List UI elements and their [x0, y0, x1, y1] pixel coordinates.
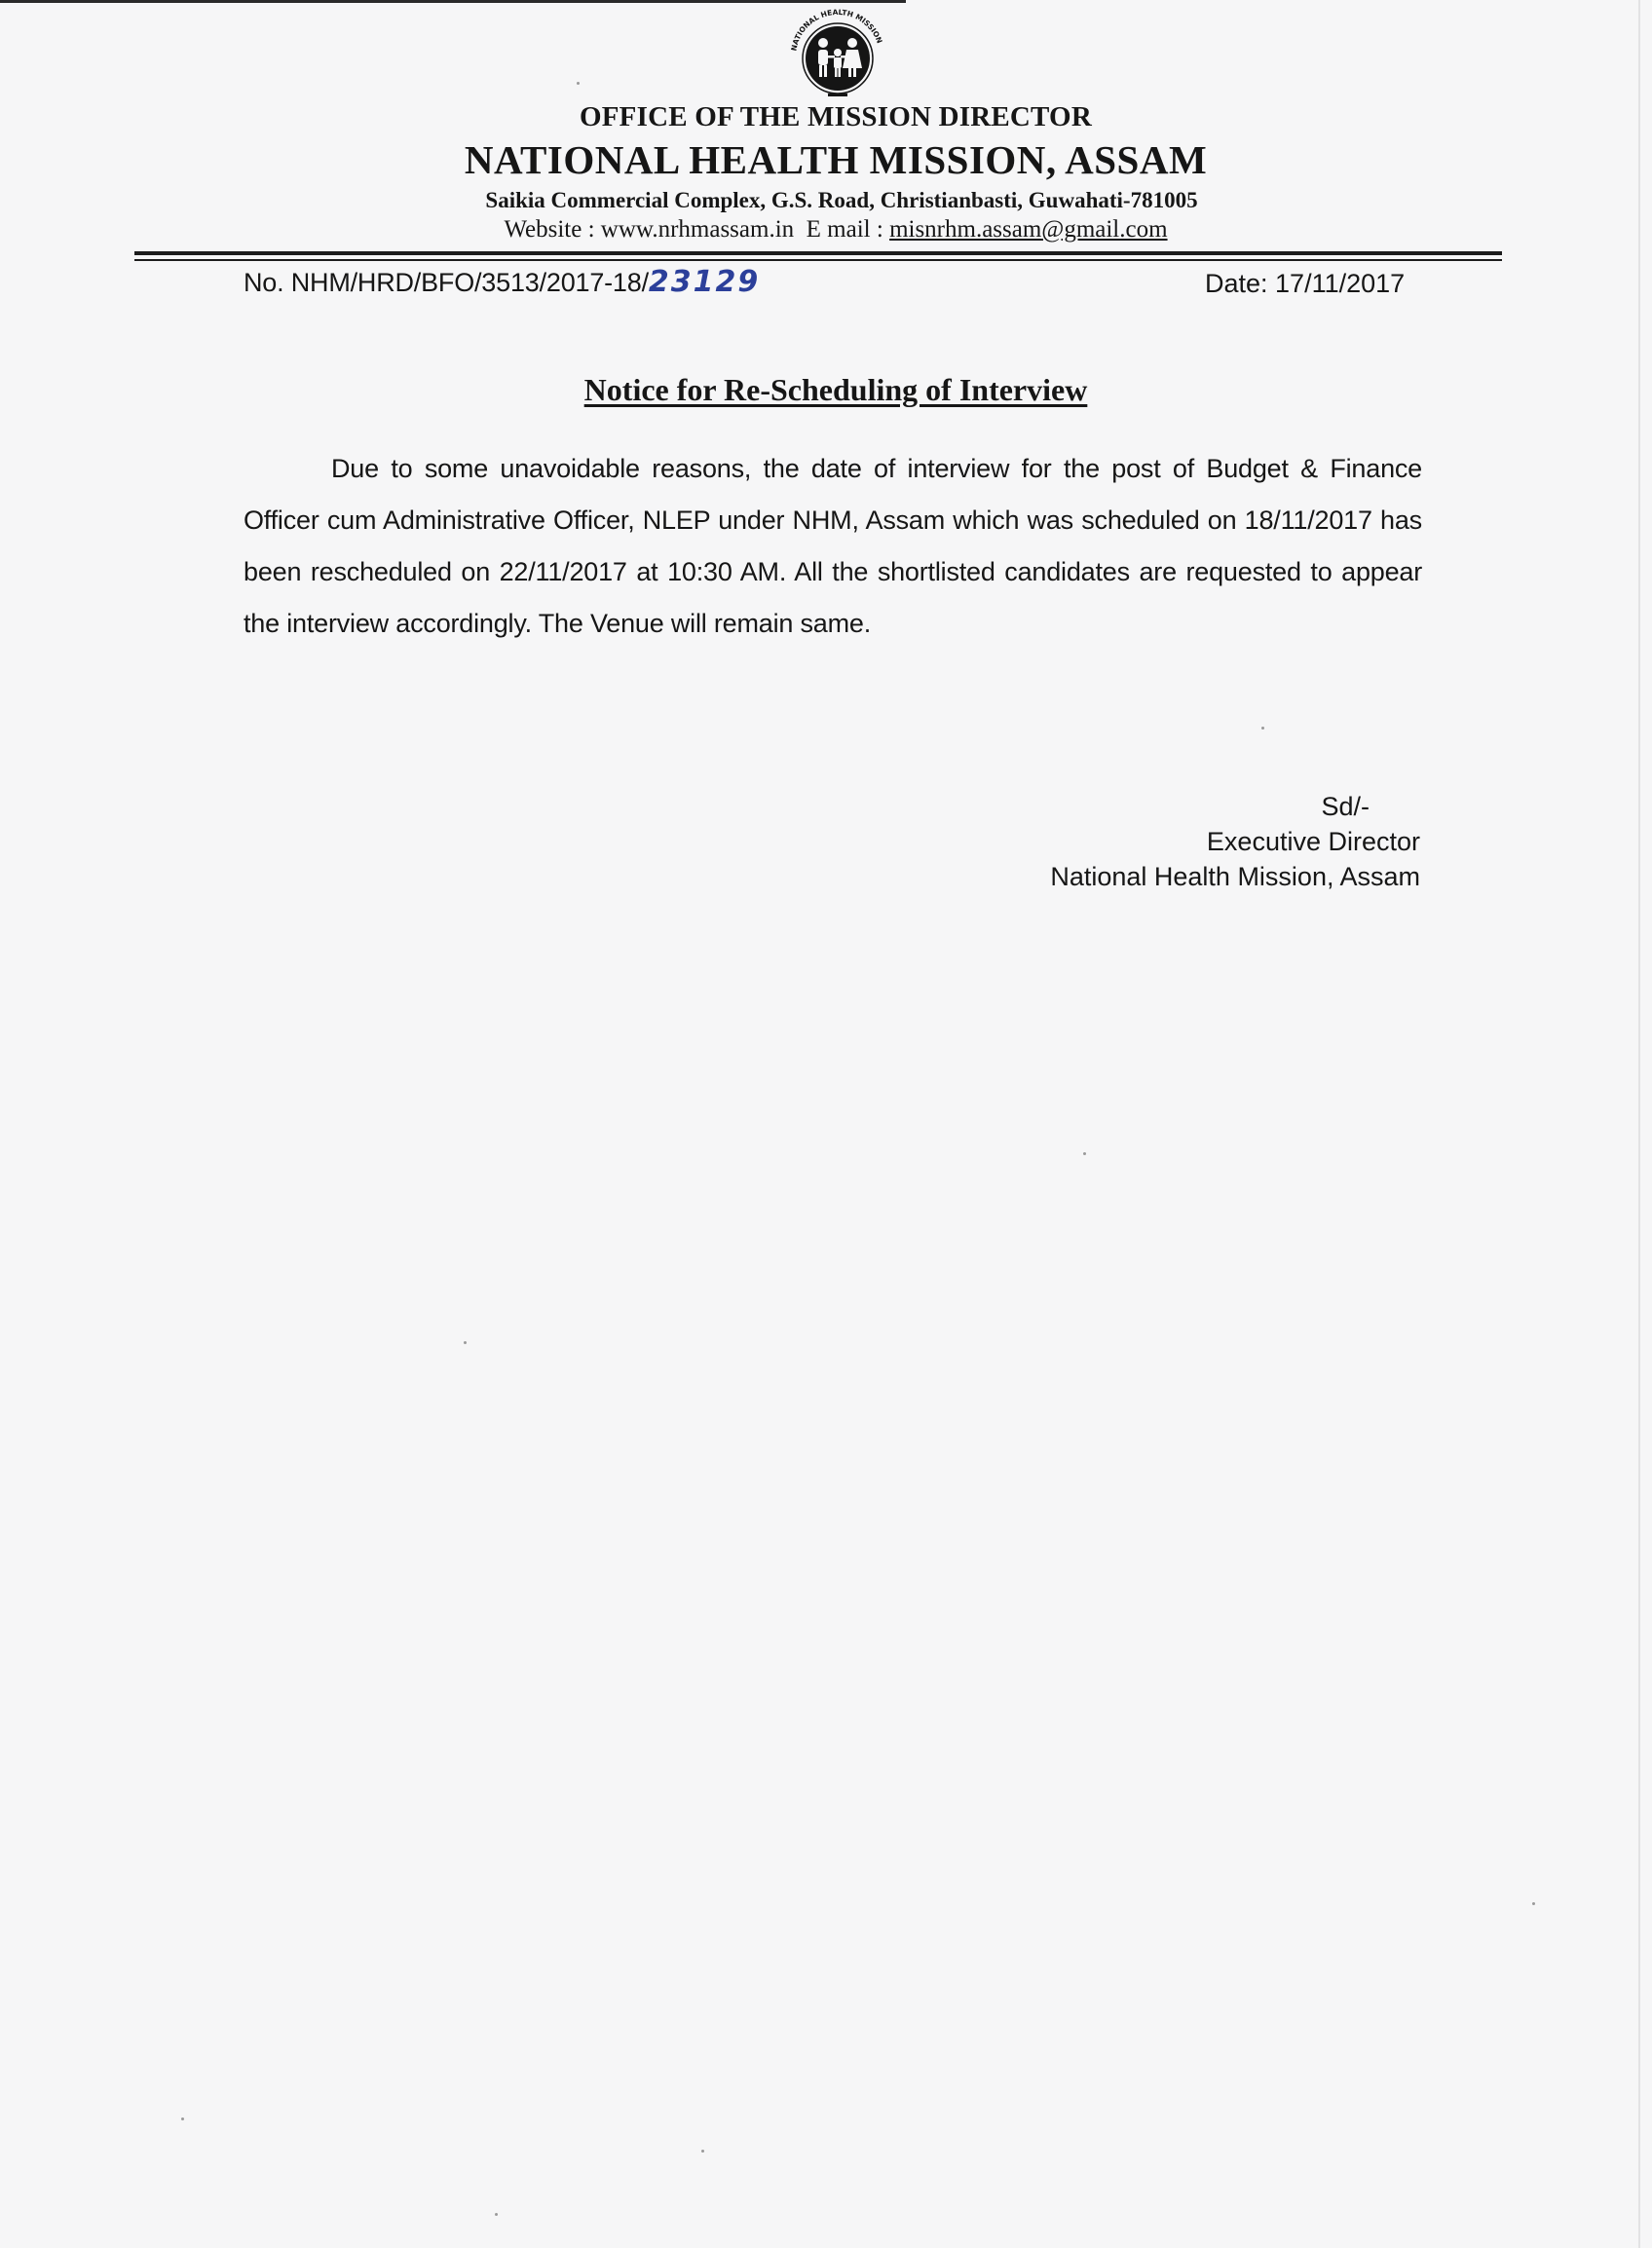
signature-sd: Sd/- [1321, 792, 1370, 821]
scan-edge [1638, 0, 1640, 2248]
email-link[interactable]: misnrhm.assam@gmail.com [889, 216, 1168, 243]
office-address: Saikia Commercial Complex, G.S. Road, Christianbasti, Guwahati-781005 [485, 188, 1198, 212]
notice-body: Due to some unavoidable reasons, the date of interview for the post of Budget & Finance Officer cum Administrative Officer, NLEP under NHM, Assam which was scheduled on 18/11/2017 has been rescheduled on 22/11/2017 at 10:30 AM. All the shortlisted candidates are requested to appear the interview accordingly. The Venue will remain same. [244, 454, 1422, 638]
top-scan-rule [0, 0, 906, 3]
header-divider-thin [134, 259, 1502, 261]
email-label: E mail : [794, 216, 890, 243]
mission-title: NATIONAL HEALTH MISSION, ASSAM [464, 137, 1208, 182]
header-divider-thick [134, 251, 1502, 255]
nhm-logo-icon [774, 2, 901, 107]
scan-speck [464, 1341, 467, 1344]
scan-speck [1261, 727, 1264, 730]
reference-number-printed: No. NHM/HRD/BFO/3513/2017-18/ [244, 268, 649, 297]
signature-block [974, 789, 1420, 894]
website-label: Website : [504, 216, 601, 243]
website-link[interactable]: www.nrhmassam.in [600, 216, 795, 243]
contact-line [0, 216, 1652, 244]
notice-date: Date: 17/11/2017 [1205, 269, 1406, 298]
signatory-designation: Executive Director [1206, 827, 1420, 856]
scan-speck [701, 2150, 704, 2153]
logo-ring-text: NATIONAL HEALTH MISSION [789, 7, 884, 52]
scan-speck [181, 2117, 184, 2120]
signatory-organization: National Health Mission, Assam [1050, 862, 1420, 891]
scan-speck [577, 82, 580, 85]
scan-speck [495, 2213, 498, 2216]
scan-speck [1083, 1152, 1086, 1155]
office-title: OFFICE OF THE MISSION DIRECTOR [580, 101, 1092, 132]
notice-title: Notice for Re-Scheduling of Interview [583, 372, 1088, 407]
scan-speck [1532, 1902, 1535, 1905]
reference-number [244, 265, 760, 299]
reference-number-handwritten: 23129 [648, 265, 761, 299]
